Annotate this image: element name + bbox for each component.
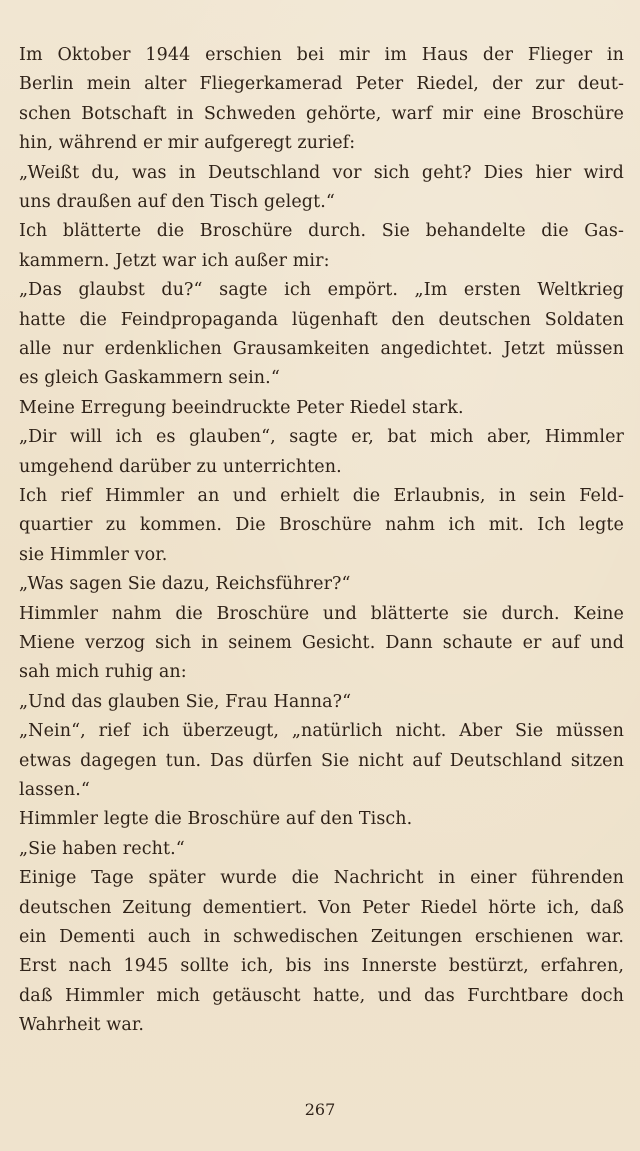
text-line: „Das glaubst du?“ sagte ich empört. „Im ersten Weltkrieg: [19, 280, 624, 301]
text-line: deutschen Zeitung dementiert. Von Peter Riedel hörte ich, daß: [19, 897, 624, 918]
text-line: hin, während er mir aufgeregt zurief:: [19, 133, 356, 154]
text-line: Im Oktober 1944 erschien bei mir im Haus der Flieger in: [19, 45, 624, 65]
text-line: alle nur erdenklichen Grausamkeiten angedichtet. Jetzt müssen: [19, 339, 624, 359]
text-line: Miene verzog sich in seinem Gesicht. Dann schaute er auf und: [19, 633, 624, 653]
text-line: sie Himmler vor.: [19, 544, 168, 565]
text-line: etwas dagegen tun. Das dürfen Sie nicht auf Deutschland sitzen: [19, 750, 624, 771]
text-line: Erst nach 1945 sollte ich, bis ins Innerste bestürzt, erfahren,: [19, 956, 624, 977]
text-line: kammern. Jetzt war ich außer mir:: [19, 250, 330, 271]
text-line: sah mich ruhig an:: [19, 662, 187, 683]
text-line: hatte die Feindpropaganda lügenhaft den deutschen Soldaten: [19, 309, 624, 330]
text-line: Himmler legte die Broschüre auf den Tisch.: [19, 809, 413, 830]
text-line: Himmler nahm die Broschüre und blätterte sie durch. Keine: [19, 603, 624, 624]
text-line: daß Himmler mich getäuscht hatte, und das Furchtbare doch: [19, 985, 624, 1006]
text-line: „Was sagen Sie dazu, Reichsführer?“: [19, 574, 351, 595]
text-line: es gleich Gaskammern sein.“: [19, 368, 280, 389]
text-line: quartier zu kommen. Die Broschüre nahm ich mit. Ich legte: [19, 515, 624, 536]
page-number: 267: [304, 1100, 336, 1119]
text-line: „Nein“, rief ich überzeugt, „natürlich nicht. Aber Sie müssen: [19, 721, 624, 742]
text-line: „Und das glauben Sie, Frau Hanna?“: [19, 691, 352, 712]
text-line: ein Dementi auch in schwedischen Zeitungen erschienen war.: [19, 927, 624, 947]
text-line: „Weißt du, was in Deutschland vor sich geht? Dies hier wird: [19, 162, 624, 183]
text-line: Ich rief Himmler an und erhielt die Erlaubnis, in sein Feld-: [19, 486, 624, 506]
text-line: „Sie haben recht.“: [19, 838, 185, 859]
text-line: „Dir will ich es glauben“, sagte er, bat mich aber, Himmler: [19, 427, 624, 448]
text-line: Meine Erregung beeindruckte Peter Riedel stark.: [19, 397, 464, 418]
text-line: uns draußen auf den Tisch gelegt.“: [19, 192, 335, 212]
text-line: Einige Tage später wurde die Nachricht in einer führenden: [19, 868, 624, 889]
text-line: lassen.“: [19, 780, 90, 800]
text-line: Ich blätterte die Broschüre durch. Sie behandelte die Gas-: [19, 221, 624, 242]
text-line: Wahrheit war.: [19, 1015, 145, 1036]
text-line: Berlin mein alter Fliegerkamerad Peter Riedel, der zur deut-: [19, 74, 624, 95]
text-line: schen Botschaft in Schweden gehörte, warf mir eine Broschüre: [19, 103, 624, 124]
text-line: umgehend darüber zu unterrichten.: [19, 456, 342, 477]
